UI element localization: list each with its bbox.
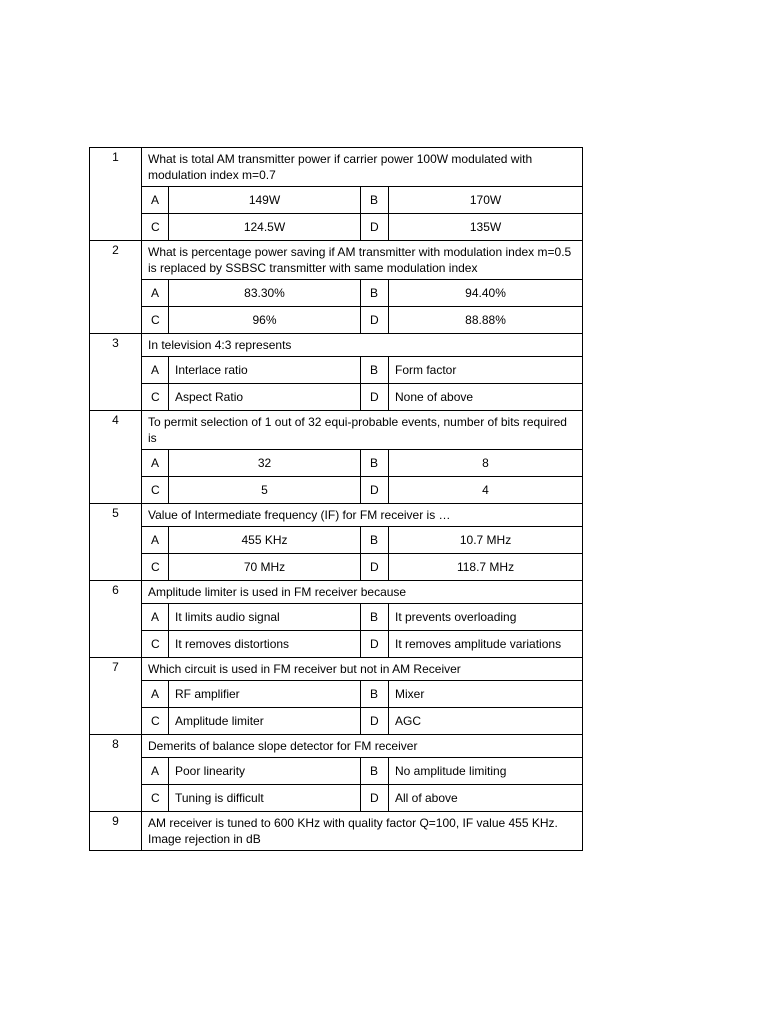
option-letter: B <box>361 187 389 214</box>
option-letter: C <box>142 785 169 812</box>
option-letter: B <box>361 681 389 708</box>
option-row <box>90 708 583 735</box>
option-row <box>90 450 583 477</box>
option-letter: A <box>142 527 169 554</box>
option-text: It prevents overloading <box>389 604 583 631</box>
option-text: 118.7 MHz <box>389 554 583 581</box>
option-letter: C <box>142 307 169 334</box>
question-text: What is total AM transmitter power if carrier power 100W modulated with modulation index m=0.7 <box>142 148 583 187</box>
option-letter: C <box>142 384 169 411</box>
option-row <box>90 527 583 554</box>
option-letter: D <box>361 307 389 334</box>
option-letter: D <box>361 554 389 581</box>
option-text: It removes amplitude variations <box>389 631 583 658</box>
option-text: 70 MHz <box>169 554 361 581</box>
option-letter: C <box>142 477 169 504</box>
option-text: No amplitude limiting <box>389 758 583 785</box>
option-row <box>90 554 583 581</box>
question-table <box>89 147 583 851</box>
option-letter: B <box>361 357 389 384</box>
option-row <box>90 357 583 384</box>
question-text: Amplitude limiter is used in FM receiver because <box>142 581 583 604</box>
option-row <box>90 384 583 411</box>
option-letter: A <box>142 758 169 785</box>
option-text: Tuning is difficult <box>169 785 361 812</box>
option-text: Interlace ratio <box>169 357 361 384</box>
option-text: It limits audio signal <box>169 604 361 631</box>
question-row <box>90 334 583 357</box>
option-text: 4 <box>389 477 583 504</box>
question-text: Value of Intermediate frequency (IF) for FM receiver is … <box>142 504 583 527</box>
option-letter: C <box>142 708 169 735</box>
option-letter: C <box>142 214 169 241</box>
option-letter: A <box>142 280 169 307</box>
option-text: 32 <box>169 450 361 477</box>
option-letter: D <box>361 708 389 735</box>
option-text: 88.88% <box>389 307 583 334</box>
option-text: None of above <box>389 384 583 411</box>
option-row <box>90 604 583 631</box>
question-row <box>90 735 583 758</box>
option-text: Amplitude limiter <box>169 708 361 735</box>
question-row <box>90 658 583 681</box>
option-letter: B <box>361 450 389 477</box>
question-row <box>90 148 583 187</box>
option-text: It removes distortions <box>169 631 361 658</box>
option-letter: D <box>361 477 389 504</box>
option-text: 135W <box>389 214 583 241</box>
option-letter: D <box>361 631 389 658</box>
option-row <box>90 280 583 307</box>
option-text: 94.40% <box>389 280 583 307</box>
option-letter: D <box>361 384 389 411</box>
question-text: Demerits of balance slope detector for FM receiver <box>142 735 583 758</box>
option-text: 83.30% <box>169 280 361 307</box>
option-text: All of above <box>389 785 583 812</box>
question-number: 7 <box>90 658 142 735</box>
option-letter: B <box>361 758 389 785</box>
option-text: Poor linearity <box>169 758 361 785</box>
option-row <box>90 758 583 785</box>
question-row <box>90 581 583 604</box>
option-letter: C <box>142 631 169 658</box>
option-letter: C <box>142 554 169 581</box>
question-row <box>90 241 583 280</box>
option-text: Mixer <box>389 681 583 708</box>
question-text: In television 4:3 represents <box>142 334 583 357</box>
option-text: 170W <box>389 187 583 214</box>
option-text: 10.7 MHz <box>389 527 583 554</box>
option-row <box>90 307 583 334</box>
option-letter: A <box>142 604 169 631</box>
option-letter: D <box>361 214 389 241</box>
option-row <box>90 477 583 504</box>
question-text: What is percentage power saving if AM transmitter with modulation index m=0.5 is replaced by SSBSC transmitter with same modulation index <box>142 241 583 280</box>
option-letter: A <box>142 681 169 708</box>
option-row <box>90 785 583 812</box>
option-letter: B <box>361 280 389 307</box>
option-letter: B <box>361 604 389 631</box>
option-letter: D <box>361 785 389 812</box>
option-row <box>90 187 583 214</box>
question-text: Which circuit is used in FM receiver but not in AM Receiver <box>142 658 583 681</box>
question-row <box>90 812 583 851</box>
option-letter: A <box>142 187 169 214</box>
option-text: 149W <box>169 187 361 214</box>
option-text: AGC <box>389 708 583 735</box>
question-number: 6 <box>90 581 142 658</box>
question-number: 2 <box>90 241 142 334</box>
question-number: 9 <box>90 812 142 851</box>
option-row <box>90 631 583 658</box>
question-row <box>90 504 583 527</box>
option-text: 96% <box>169 307 361 334</box>
option-text: 5 <box>169 477 361 504</box>
option-text: 455 KHz <box>169 527 361 554</box>
question-number: 4 <box>90 411 142 504</box>
question-number: 3 <box>90 334 142 411</box>
option-letter: B <box>361 527 389 554</box>
option-row <box>90 214 583 241</box>
option-text: RF amplifier <box>169 681 361 708</box>
option-text: 124.5W <box>169 214 361 241</box>
option-letter: A <box>142 450 169 477</box>
option-text: 8 <box>389 450 583 477</box>
question-number: 1 <box>90 148 142 241</box>
question-number: 8 <box>90 735 142 812</box>
question-text: To permit selection of 1 out of 32 equi-probable events, number of bits required is <box>142 411 583 450</box>
question-text: AM receiver is tuned to 600 KHz with quality factor Q=100, IF value 455 KHz. Image rejection in dB <box>142 812 583 851</box>
option-letter: A <box>142 357 169 384</box>
option-text: Aspect Ratio <box>169 384 361 411</box>
option-text: Form factor <box>389 357 583 384</box>
question-row <box>90 411 583 450</box>
option-row <box>90 681 583 708</box>
question-number: 5 <box>90 504 142 581</box>
